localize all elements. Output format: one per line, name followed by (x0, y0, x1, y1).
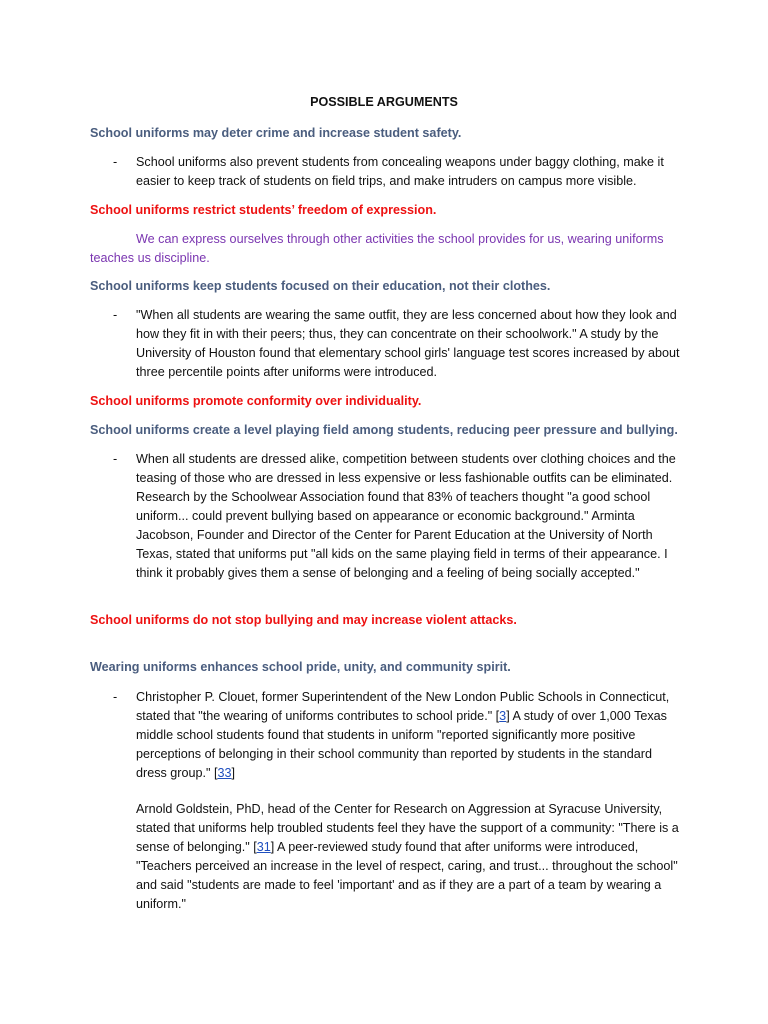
bullet-dash: - (113, 308, 118, 322)
rebuttal-discipline: We can express ourselves through other activities the school provides for us, wearing uniforms teaches us discipline. (90, 232, 664, 265)
bullet-focus-education (113, 306, 683, 382)
bullet-dash: - (113, 452, 118, 466)
bullet-dash: - (113, 155, 118, 169)
bullet-school-pride (113, 688, 683, 783)
heading-crime-safety: School uniforms may deter crime and increase student safety. (90, 126, 462, 140)
heading-conformity: School uniforms promote conformity over individuality. (90, 394, 422, 408)
bullet-text: "When all students are wearing the same outfit, they are less concerned about how they look and how they fit in with their peers; thus, they can concentrate on their schoolwork." A study by the University of Houston found that elementary school girls' language test scores increased by about three percentile points after uniforms were introduced. (136, 308, 680, 379)
bullet-crime-safety (113, 153, 683, 191)
text-run: ] A study of over 1,000 Texas middle school students found that students in uniform "reported significantly more positive perceptions of belonging in their school community than reported by students in the standard dress group." [ (136, 709, 667, 780)
text-run: ] (231, 766, 235, 780)
heading-level-playing-field: School uniforms create a level playing field among students, reducing peer pressure and bullying. (90, 423, 678, 437)
bullet-level-playing-field (113, 450, 683, 583)
bullet-text: When all students are dressed alike, competition between students over clothing choices and the teasing of those who are dressed in less expensive or less fashionable outfits can be eliminated. Research by the Schoolwear Association found that 83% of teachers thought "a good school uniform... could prevent bullying based on appearance or economic background." Arminta Jacobson, Founder and Director of the Center for Parent Education at the University of North Texas, stated that uniforms put "all kids on the same playing field in terms of their appearance. I think it probably gives them a sense of belonging and a feeling of being socially accepted." (136, 452, 676, 580)
paragraph-goldstein (136, 800, 686, 914)
heading-focus-education: School uniforms keep students focused on their education, not their clothes. (90, 279, 551, 293)
citation-link[interactable]: 33 (217, 766, 232, 780)
bullet-dash: - (113, 690, 118, 704)
heading-school-pride: Wearing uniforms enhances school pride, unity, and community spirit. (90, 660, 511, 674)
bullet-text: School uniforms also prevent students from concealing weapons under baggy clothing, make it easier to keep track of students on field trips, and make intruders on campus more visible. (136, 155, 664, 188)
heading-freedom-expression: School uniforms restrict students’ freedom of expression. (90, 203, 437, 217)
heading-bullying-attacks: School uniforms do not stop bullying and may increase violent attacks. (90, 613, 517, 627)
page-title: POSSIBLE ARGUMENTS (310, 95, 458, 109)
citation-link[interactable]: 31 (256, 840, 271, 854)
text-run: Arnold Goldstein, PhD, head of the Center for Research on Aggression at Syracuse University, stated that uniforms help troubled students feel they have the support of a community: "There is a sense of belonging." [ (136, 802, 679, 854)
citation-link[interactable]: 3 (499, 709, 507, 723)
bullet-text (136, 688, 683, 783)
text-run: Christopher P. Clouet, former Superintendent of the New London Public Schools in Connecticut, stated that "the wearing of uniforms contributes to school pride." [ (136, 690, 670, 723)
text-run: ] A peer-reviewed study found that after uniforms were introduced, "Teachers perceived an increase in the level of respect, caring, and trust... throughout the school" and said "students are made to feel 'important' and as if they are a part of a team by wearing a uniform." (136, 840, 678, 911)
